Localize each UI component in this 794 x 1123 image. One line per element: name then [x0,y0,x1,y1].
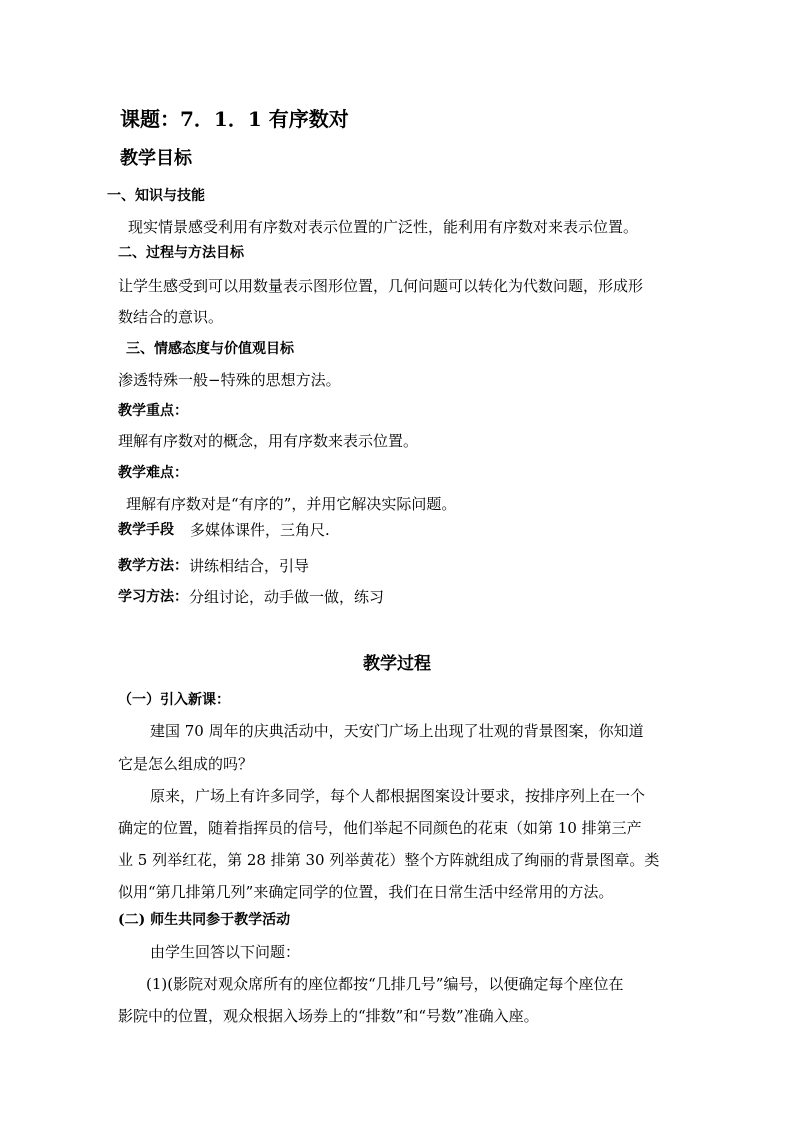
means-text: 多媒体课件，三角尺. [190,521,330,539]
learning-label: 学习方法： [118,589,188,605]
part1-p2-line2: 确定的位置，随着指挥员的信号，他们举起不同颜色的花束（如第 10 排第三产 [118,819,642,837]
part1-p2-line4: 似用“第几排第几列”来确定同学的位置，我们在日常生活中经常用的方法。 [118,883,614,901]
part1-p1-line2: 它是怎么组成的吗？ [118,755,254,773]
part2-heading: (二) 师生共同参于教学活动 [118,912,291,928]
method-text: 讲练相结合，引导 [189,557,310,575]
lesson-title: 课题：7．1．1 有序数对 [120,107,349,131]
part2-intro: 由学生回答以下问题： [150,943,301,961]
key-point-label: 教学重点： [118,403,188,419]
section2-heading: 二、过程与方法目标 [118,245,244,261]
section1-heading: 一、知识与技能 [107,188,205,204]
part1-heading: （一）引入新课： [118,692,230,708]
part1-p2-line1: 原来，广场上有许多同学，每个人都根据图案设计要求，按排序列上在一个 [150,787,646,805]
part2-q1-line1: (1)(影院对观众席所有的座位都按“几排几号”编号，以便确定每个座位在 [146,975,624,993]
section2-text-line1: 让学生感受到可以用数量表示图形位置，几何问题可以转化为代数问题，形成形 [118,277,644,295]
difficulty-label: 教学难点： [118,465,188,481]
method-label: 教学方法： [118,558,188,574]
part2-q1-line2: 影院中的位置，观众根据入场券上的“排数”和“号数”准确入座。 [118,1007,539,1025]
part1-p2-line3: 业 5 列举红花，第 28 排第 30 列举黄花）整个方阵就组成了绚丽的背景图章。类 [118,851,660,869]
key-point-text: 理解有序数对的概念，用有序数来表示位置。 [118,432,419,450]
objectives-heading: 教学目标 [120,148,192,169]
section1-text: 现实情景感受利用有序数对表示位置的广泛性，能利用有序数对来表示位置。 [128,218,639,236]
section3-text: 渗透特殊一般−特殊的思想方法。 [118,371,341,389]
process-heading: 教学过程 [363,654,431,674]
learning-text: 分组讨论，动手做一做，练习 [189,588,385,606]
difficulty-text: 理解有序数对是“有序的”，并用它解决实际问题。 [126,495,457,513]
part1-p1-line1: 建国 70 周年的庆典活动中，天安门广场上出现了壮观的背景图案，你知道 [150,722,644,740]
section3-heading: 三、情感态度与价值观目标 [126,341,294,357]
section2-text-line2: 数结合的意识。 [118,308,224,326]
means-label: 教学手段 [118,522,174,538]
